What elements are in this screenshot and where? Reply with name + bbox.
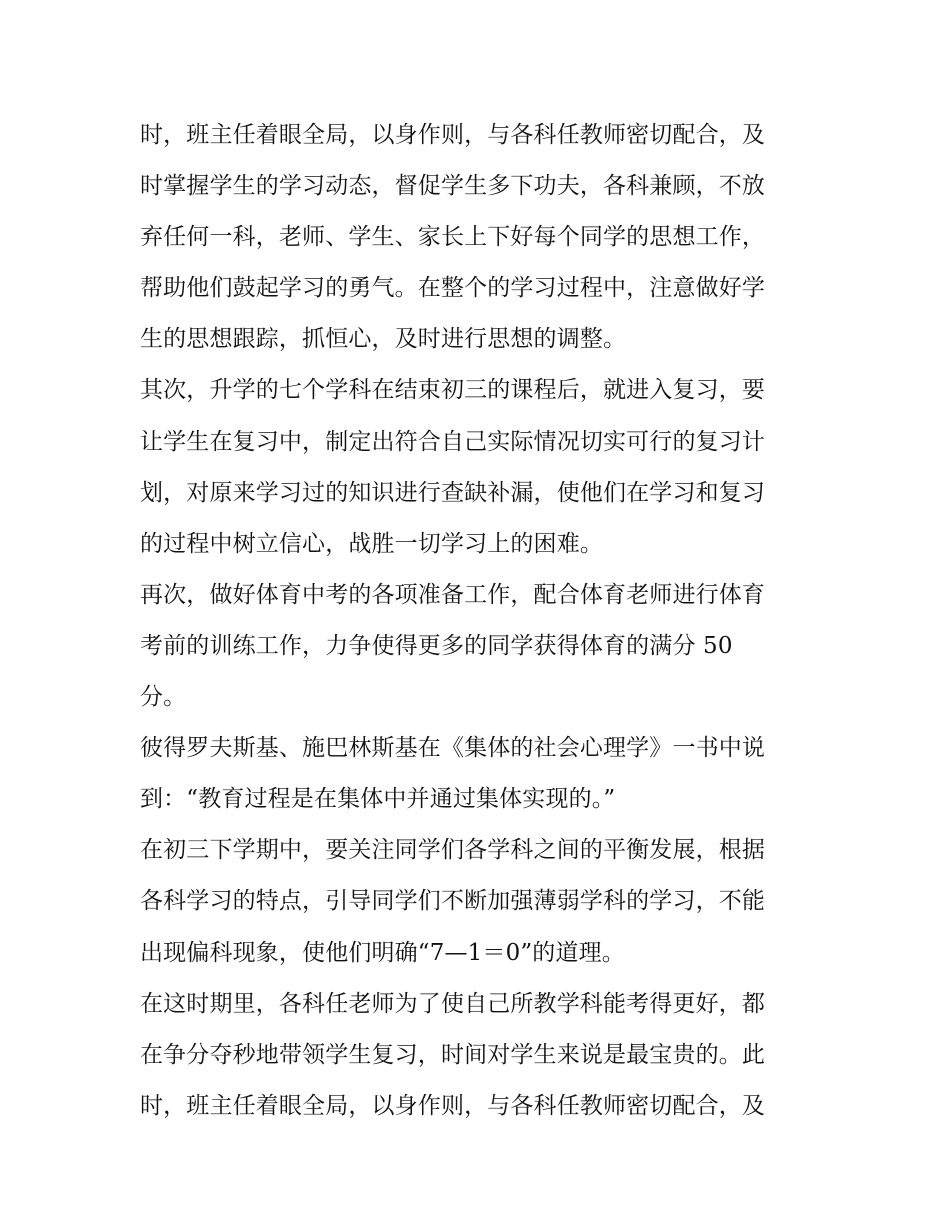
text-line: 在初三下学期中，要关注同学们各学科之间的平衡发展，根据 xyxy=(140,837,766,864)
text-line: 再次，做好体育中考的各项准备工作，配合体育老师进行体育 xyxy=(140,581,766,608)
text-line: 的过程中树立信心，战胜一切学习上的困难。 xyxy=(140,530,603,557)
text-line: 时，班主任着眼全局，以身作则，与各科任教师密切配合，及 xyxy=(140,1092,766,1119)
text-line: 到：“教育过程是在集体中并通过集体实现的。” xyxy=(140,786,616,813)
text-line: 考前的训练工作，力争使得更多的同学获得体育的满分 50 xyxy=(140,632,733,659)
text-line: 帮助他们鼓起学习的勇气。在整个的学习过程中，注意做好学 xyxy=(140,275,766,302)
text-line: 彼得罗夫斯基、施巴林斯基在《集体的社会心理学》一书中说 xyxy=(140,735,766,762)
text-line: 在争分夺秒地带领学生复习，时间对学生来说是最宝贵的。此 xyxy=(140,1041,766,1068)
text-line: 在这时期里，各科任老师为了使自己所教学科能考得更好，都 xyxy=(140,990,766,1017)
text-line: 弃任何一科，老师、学生、家长上下好每个同学的思想工作， xyxy=(140,224,766,251)
text-line: 时，班主任着眼全局，以身作则，与各科任教师密切配合，及 xyxy=(140,122,766,148)
text-line: 生的思想跟踪，抓恒心，及时进行思想的调整。 xyxy=(140,326,627,353)
text-line: 让学生在复习中，制定出符合自己实际情况切实可行的复习计 xyxy=(140,428,766,455)
text-line: 划，对原来学习过的知识进行查缺补漏，使他们在学习和复习 xyxy=(140,479,766,506)
document-page xyxy=(140,110,820,1132)
text-line: 各科学习的特点，引导同学们不断加强薄弱学科的学习，不能 xyxy=(140,888,766,915)
text-line: 时掌握学生的学习动态，督促学生多下功夫，各科兼顾，不放 xyxy=(140,173,766,200)
text-line: 分。 xyxy=(140,684,187,711)
text-line: 出现偏科现象，使他们明确“7—1＝0”的道理。 xyxy=(140,939,625,966)
text-line: 其次，升学的七个学科在结束初三的课程后，就进入复习，要 xyxy=(140,377,766,404)
